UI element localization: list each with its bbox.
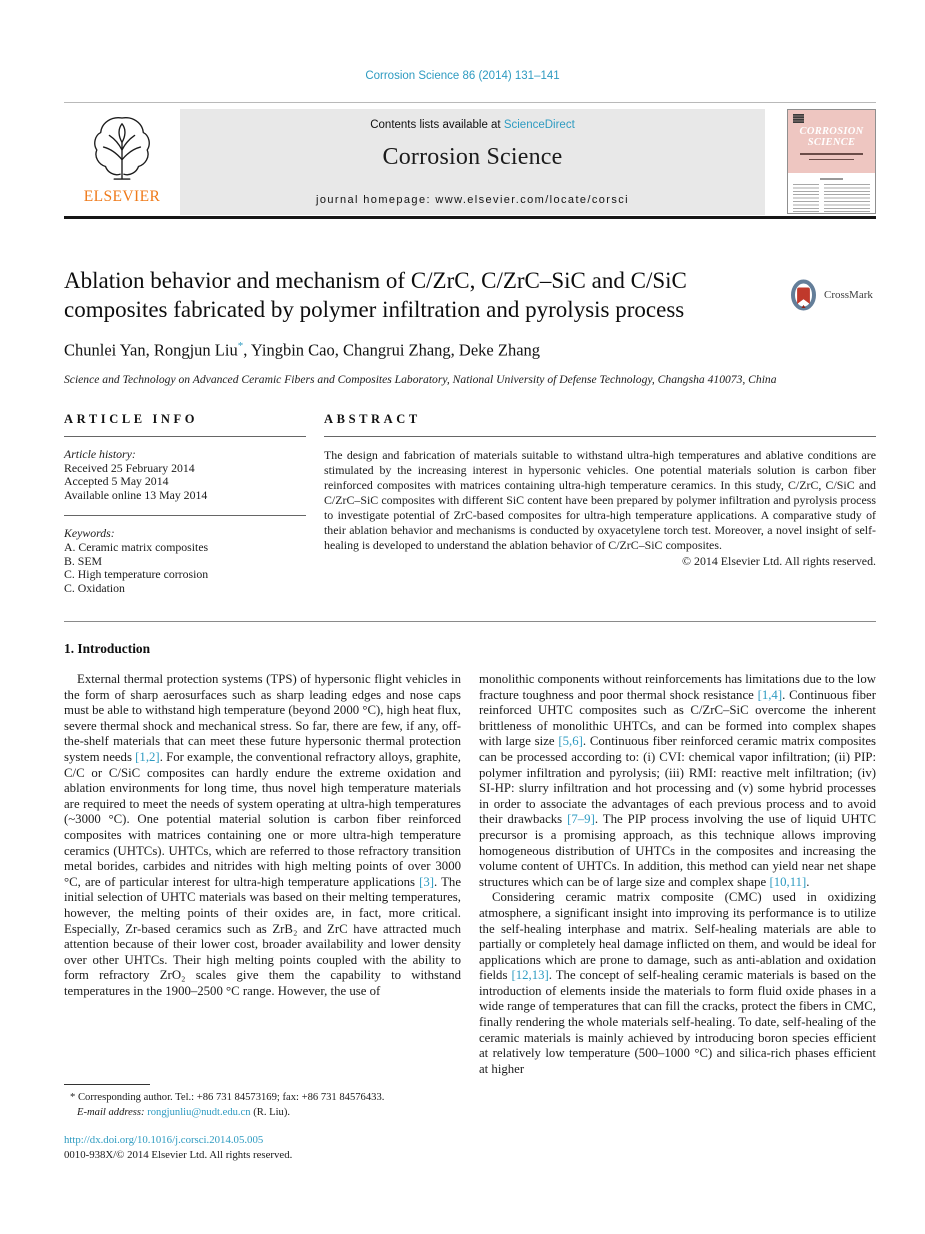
footnote-marker: * bbox=[70, 1092, 76, 1103]
abstract-rule bbox=[324, 436, 876, 437]
body-text: Considering ceramic matrix composite (CMC) used in oxidizing atmosphere, a significant insight into improving its performance is to utilize the self-healing interphase and matrix. Self-healing materials are able to partially or completely heal damage inflicted on them, and would be ideal for applications which are prone to damage, such as anti-ablation and oxidation fields bbox=[479, 890, 876, 983]
contents-prefix: Contents lists available at bbox=[370, 119, 504, 131]
top-divider bbox=[64, 102, 876, 103]
doi-link[interactable]: http://dx.doi.org/10.1016/j.corsci.2014.05.005 bbox=[64, 1134, 264, 1146]
journal-header bbox=[64, 109, 876, 215]
body-text: . Continuous fiber reinforced UHTC composites such as C/ZrC–SiC overcome the inherent brittleness of monolithic UHTCs, and can be formed into complex shapes with large size bbox=[479, 687, 876, 749]
authors-line bbox=[64, 340, 540, 361]
cover-subtitle-bar2 bbox=[809, 159, 854, 160]
abstract-text: The design and fabrication of materials suitable to withstand ultra-high temperatures and ablative conditions are stimulated by the increasing interest in hypersonic vehicles. One potential materials solution is carbon fiber reinforced composites with matrices containing ultra-high temperature ceramics. In this study, C/ZrC, C/SiC and C/ZrC–SiC composites with different SiC content have been prepared by polymer infiltration and pyrolysis process to investigate potential of ZrC-based composites for ultra-high temperature applications. A comparative study of their ablation behavior and mechanisms is conducted by oxyacetylene torch test. Moreover, a novel insight of self-healing is developed to understand the ablation behavior of C/ZrC–SiC composites. bbox=[324, 448, 876, 552]
authors-post: , Yingbin Cao, Changrui Zhang, Deke Zhang bbox=[243, 340, 541, 360]
keyword-item: A. Ceramic matrix composites bbox=[64, 539, 209, 554]
affiliation: Science and Technology on Advanced Ceramic Fibers and Composites Laboratory, National University of Defense Technology, Changsha 410073, China bbox=[64, 373, 777, 386]
corresponding-author-note: * Corresponding author. Tel.: +86 731 84573169; fax: +86 731 84576433. bbox=[70, 1092, 385, 1103]
elsevier-wordmark: ELSEVIER bbox=[83, 188, 161, 205]
body-text: . The PIP process involving the use of liquid UHTC precursor is a promising approach, as this technique allows improving homogeneous distribution of UHTCs in the composites and increasing the volume content of UHTCs. In addition, this method can yield near net shape structures which can be of large size and complex shape bbox=[479, 812, 876, 889]
email-line bbox=[64, 1106, 464, 1121]
intro-column-right bbox=[479, 672, 876, 1077]
keywords-rule bbox=[64, 515, 306, 516]
body-text: . The concept of self-healing ceramic materials is based on the introduction of elements inside the materials to form fluid oxide phases in a wide range of temperatures that can fill the cracks, protect the fibers in CMC, finally rendering the whole materials self-healing. To date, self-healing of the ceramic materials is mainly achieved by introducing boron species efficient at relatively low temperature (500–1000 °C) and silica-rich phases efficient at higher bbox=[479, 968, 876, 1076]
body-text: . The initial selection of UHTC materials was based on their melting temperatures, however, the melting points of their oxides are, in fact, more critical. Especially, Zr-based ceramics such as ZrB₂ and ZrC have attracted much attention because of their lower cost, broader availability and lower density over other UHTCs. Their high melting points coupled with the ability to form refractory ZrO₂ scales give them the capability to withstand temperatures in the 1900–2500 °C range. However, the use of bbox=[64, 874, 461, 998]
introduction-body bbox=[64, 672, 876, 1077]
citation-link[interactable]: [7–9] bbox=[567, 812, 595, 827]
cover-contents-lines-right bbox=[824, 184, 870, 214]
section-heading-introduction: 1. Introduction bbox=[64, 641, 151, 656]
homepage-line bbox=[180, 194, 765, 206]
cover-top bbox=[788, 110, 875, 173]
citation-link[interactable]: [10,11] bbox=[769, 874, 807, 889]
article-title: Ablation behavior and mechanism of C/ZrC, C/ZrC–SiC and C/SiC composites fabricated by polymer infiltration and pyrolysis process bbox=[64, 268, 687, 322]
abstract-column bbox=[324, 412, 876, 595]
intro-paragraph bbox=[64, 672, 461, 999]
elsevier-tree-icon bbox=[90, 113, 154, 187]
elsevier-logo bbox=[64, 109, 180, 215]
authors-pre: Chunlei Yan, Rongjun Liu bbox=[64, 340, 238, 360]
email-link[interactable]: rongjunliu@nudt.edu.cn bbox=[147, 1106, 251, 1118]
corresponding-author-mark[interactable]: * bbox=[237, 340, 244, 352]
body-text: . For example, the conventional refractory alloys, graphite, C/C or C/SiC composites can hardly endure the extreme oxidation and ablation environments for long time, thus novel high temperature materials are required to meet the needs of system operating at ultra-high temperatures (~3000 °C). One potential material solution is carbon fiber reinforced composites with matrices containing one or more ultra-high temperature ceramics (UHTCs). UHTCs, which are referred to those refractory transition metal borides, carbides and nitrides with high melting points of over 3000 °C, are of particular interest for ultra-high temperature applications bbox=[64, 749, 461, 889]
citation-link[interactable]: [1,4] bbox=[757, 687, 783, 702]
body-text: . Continuous fiber reinforced ceramic matrix composites can be processed according to: (i) CVI: chemical vapor infiltration; (ii) PIP: polymer infiltration and pyrolysis; (iii) RMI: reactive melt infiltration; (iv) SI-HP: slurry infiltration and hot processing and (v) some hybrid processes in order to associate the advantages of each previous process and to avoid their drawbacks bbox=[479, 734, 876, 827]
cover-contents bbox=[788, 173, 875, 214]
crossmark-badge[interactable] bbox=[788, 277, 880, 313]
intro-paragraph bbox=[479, 672, 876, 890]
header-bottom-bar bbox=[64, 216, 876, 219]
abstract-heading: ABSTRACT bbox=[324, 412, 421, 426]
sciencedirect-link[interactable]: ScienceDirect bbox=[503, 119, 575, 131]
homepage-label: journal homepage: bbox=[316, 194, 436, 206]
intro-column-left bbox=[64, 672, 461, 1077]
footer bbox=[64, 1133, 292, 1163]
article-history-item: Available online 13 May 2014 bbox=[64, 487, 208, 502]
article-info-rule bbox=[64, 436, 306, 437]
cover-contents-headbar bbox=[820, 178, 843, 180]
journal-cover-thumbnail bbox=[787, 109, 876, 214]
citation-link[interactable]: [12,13] bbox=[511, 968, 549, 983]
article-history-item: Accepted 5 May 2014 bbox=[64, 474, 169, 489]
article-history-item: Received 25 February 2014 bbox=[64, 460, 195, 475]
footnote bbox=[64, 1084, 464, 1120]
footnote-rule bbox=[64, 1084, 150, 1085]
keyword-item: B. SEM bbox=[64, 553, 103, 568]
cover-subtitle-bar bbox=[800, 153, 863, 155]
email-label: E-mail address: bbox=[77, 1106, 145, 1118]
crossmark-label: CrossMark bbox=[824, 289, 873, 301]
citation-link[interactable]: [5,6] bbox=[558, 734, 583, 749]
body-text: . bbox=[806, 874, 810, 889]
homepage-link[interactable]: www.elsevier.com/locate/corsci bbox=[435, 194, 629, 206]
info-abstract-section bbox=[64, 412, 876, 622]
intro-paragraph bbox=[479, 890, 876, 1077]
body-text: monolithic components without reinforcements has limitations due to the low fracture toughness and poor thermal shock resistance bbox=[479, 672, 876, 702]
article-history-label: Article history: bbox=[64, 447, 136, 461]
article-info-column bbox=[64, 412, 306, 595]
cover-title: CORROSION SCIENCE bbox=[799, 126, 864, 148]
header-gap bbox=[765, 109, 787, 215]
citation-link[interactable]: [1,2] bbox=[135, 749, 160, 764]
keyword-item: C. Oxidation bbox=[64, 580, 125, 595]
copyright-line: © 2014 Elsevier Ltd. All rights reserved. bbox=[682, 554, 876, 568]
cover-publisher-chip bbox=[793, 114, 804, 123]
journal-citation-link[interactable]: Corrosion Science 86 (2014) 131–141 bbox=[365, 70, 560, 82]
email-suffix: (R. Liu). bbox=[253, 1106, 290, 1118]
crossmark-icon bbox=[788, 278, 819, 312]
citation-link[interactable]: [3] bbox=[419, 874, 435, 889]
journal-title: Corrosion Science bbox=[382, 144, 563, 170]
contents-line bbox=[180, 119, 765, 131]
cover-contents-lines-left bbox=[793, 184, 819, 214]
issn-line: 0010-938X/© 2014 Elsevier Ltd. All rights reserved. bbox=[64, 1149, 293, 1161]
journal-banner bbox=[180, 109, 765, 215]
keyword-item: C. High temperature corrosion bbox=[64, 567, 209, 582]
body-text: External thermal protection systems (TPS) of hypersonic flight vehicles in the form of sharp aerosurfaces such as sharp leading edges and nose caps must be able to withstand high temperature (beyond 2000 °C), high heat flux, severe thermal shock and mechanical stress. So far, there are few, if any, off-the-shelf materials that can meet these future hypersonic thermal protection system needs bbox=[64, 672, 461, 764]
keywords-label: Keywords: bbox=[64, 526, 115, 541]
article-info-heading: ARTICLE INFO bbox=[64, 412, 199, 426]
